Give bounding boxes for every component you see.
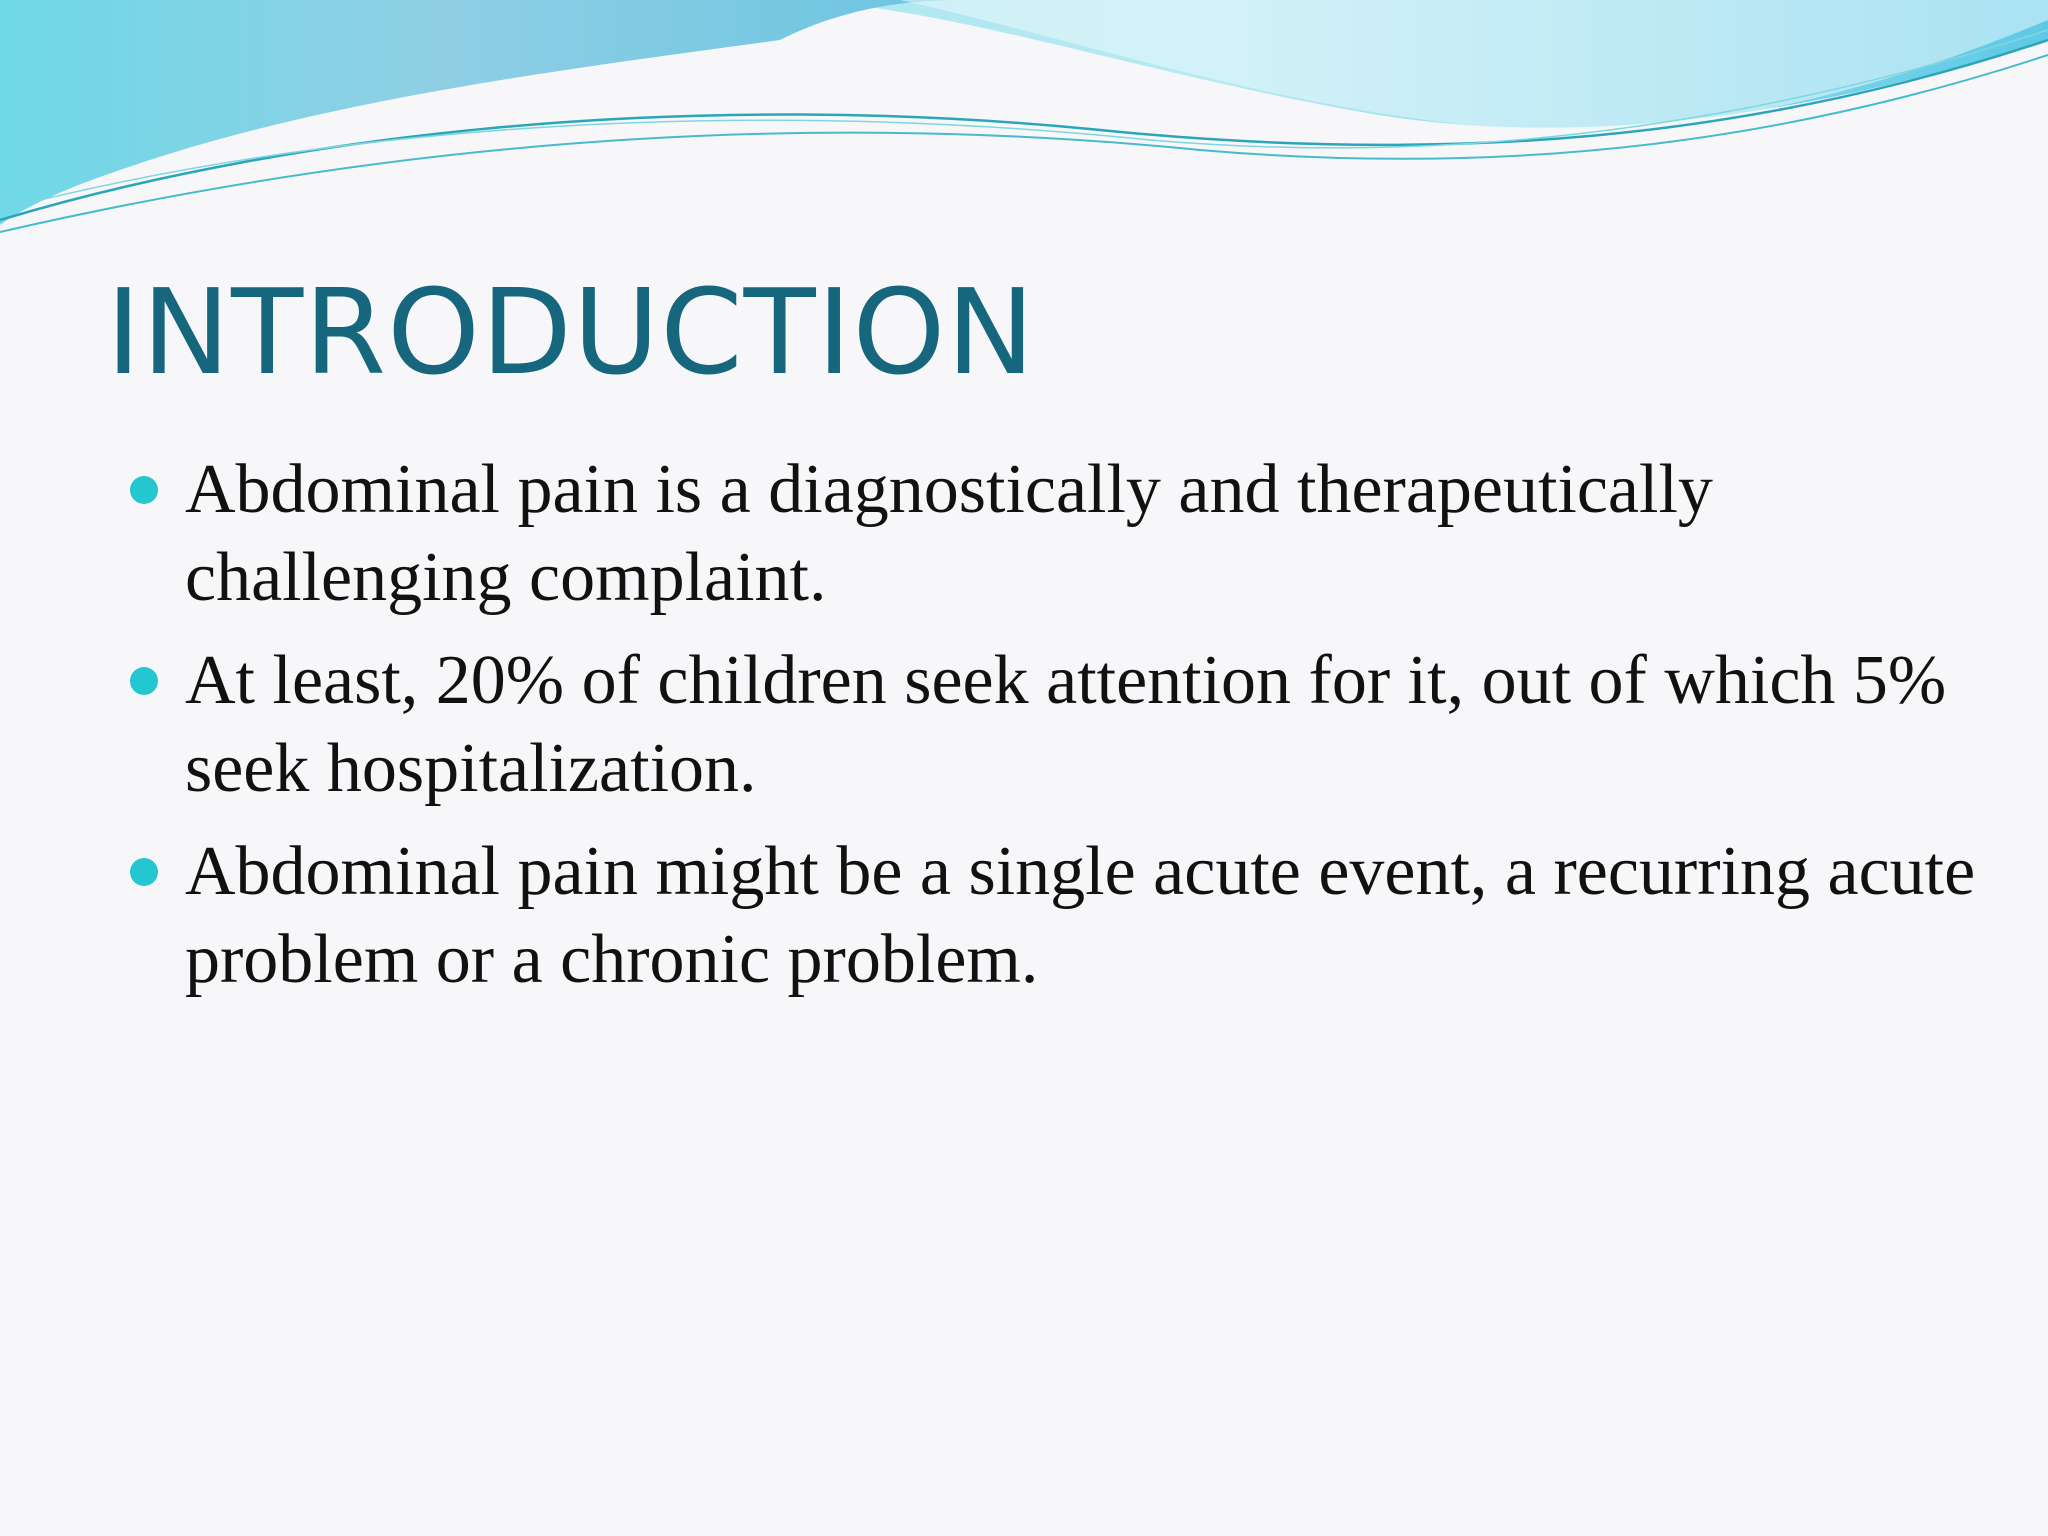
bullet-marker-icon [130,667,158,695]
bullet-item [130,637,2010,813]
bullet-item [130,828,2010,1004]
wave-white-sweep [900,0,2048,130]
bullet-list [130,446,2010,1019]
bullet-item [130,446,2010,622]
bullet-text: At least, 20% of children seek attention for it, out of which 5% seek hospitalization. [185,642,1947,807]
decorative-wave-header [0,0,2048,240]
bullet-text: Abdominal pain is a diagnostically and therapeutically challenging complaint. [185,451,1713,616]
slide-title: INTRODUCTION [106,263,1036,401]
bullet-marker-icon [130,858,158,886]
wave-band-left [0,0,960,225]
bullet-text: Abdominal pain might be a single acute event, a recurring acute problem or a chronic problem. [185,833,1976,998]
bullet-marker-icon [130,476,158,504]
